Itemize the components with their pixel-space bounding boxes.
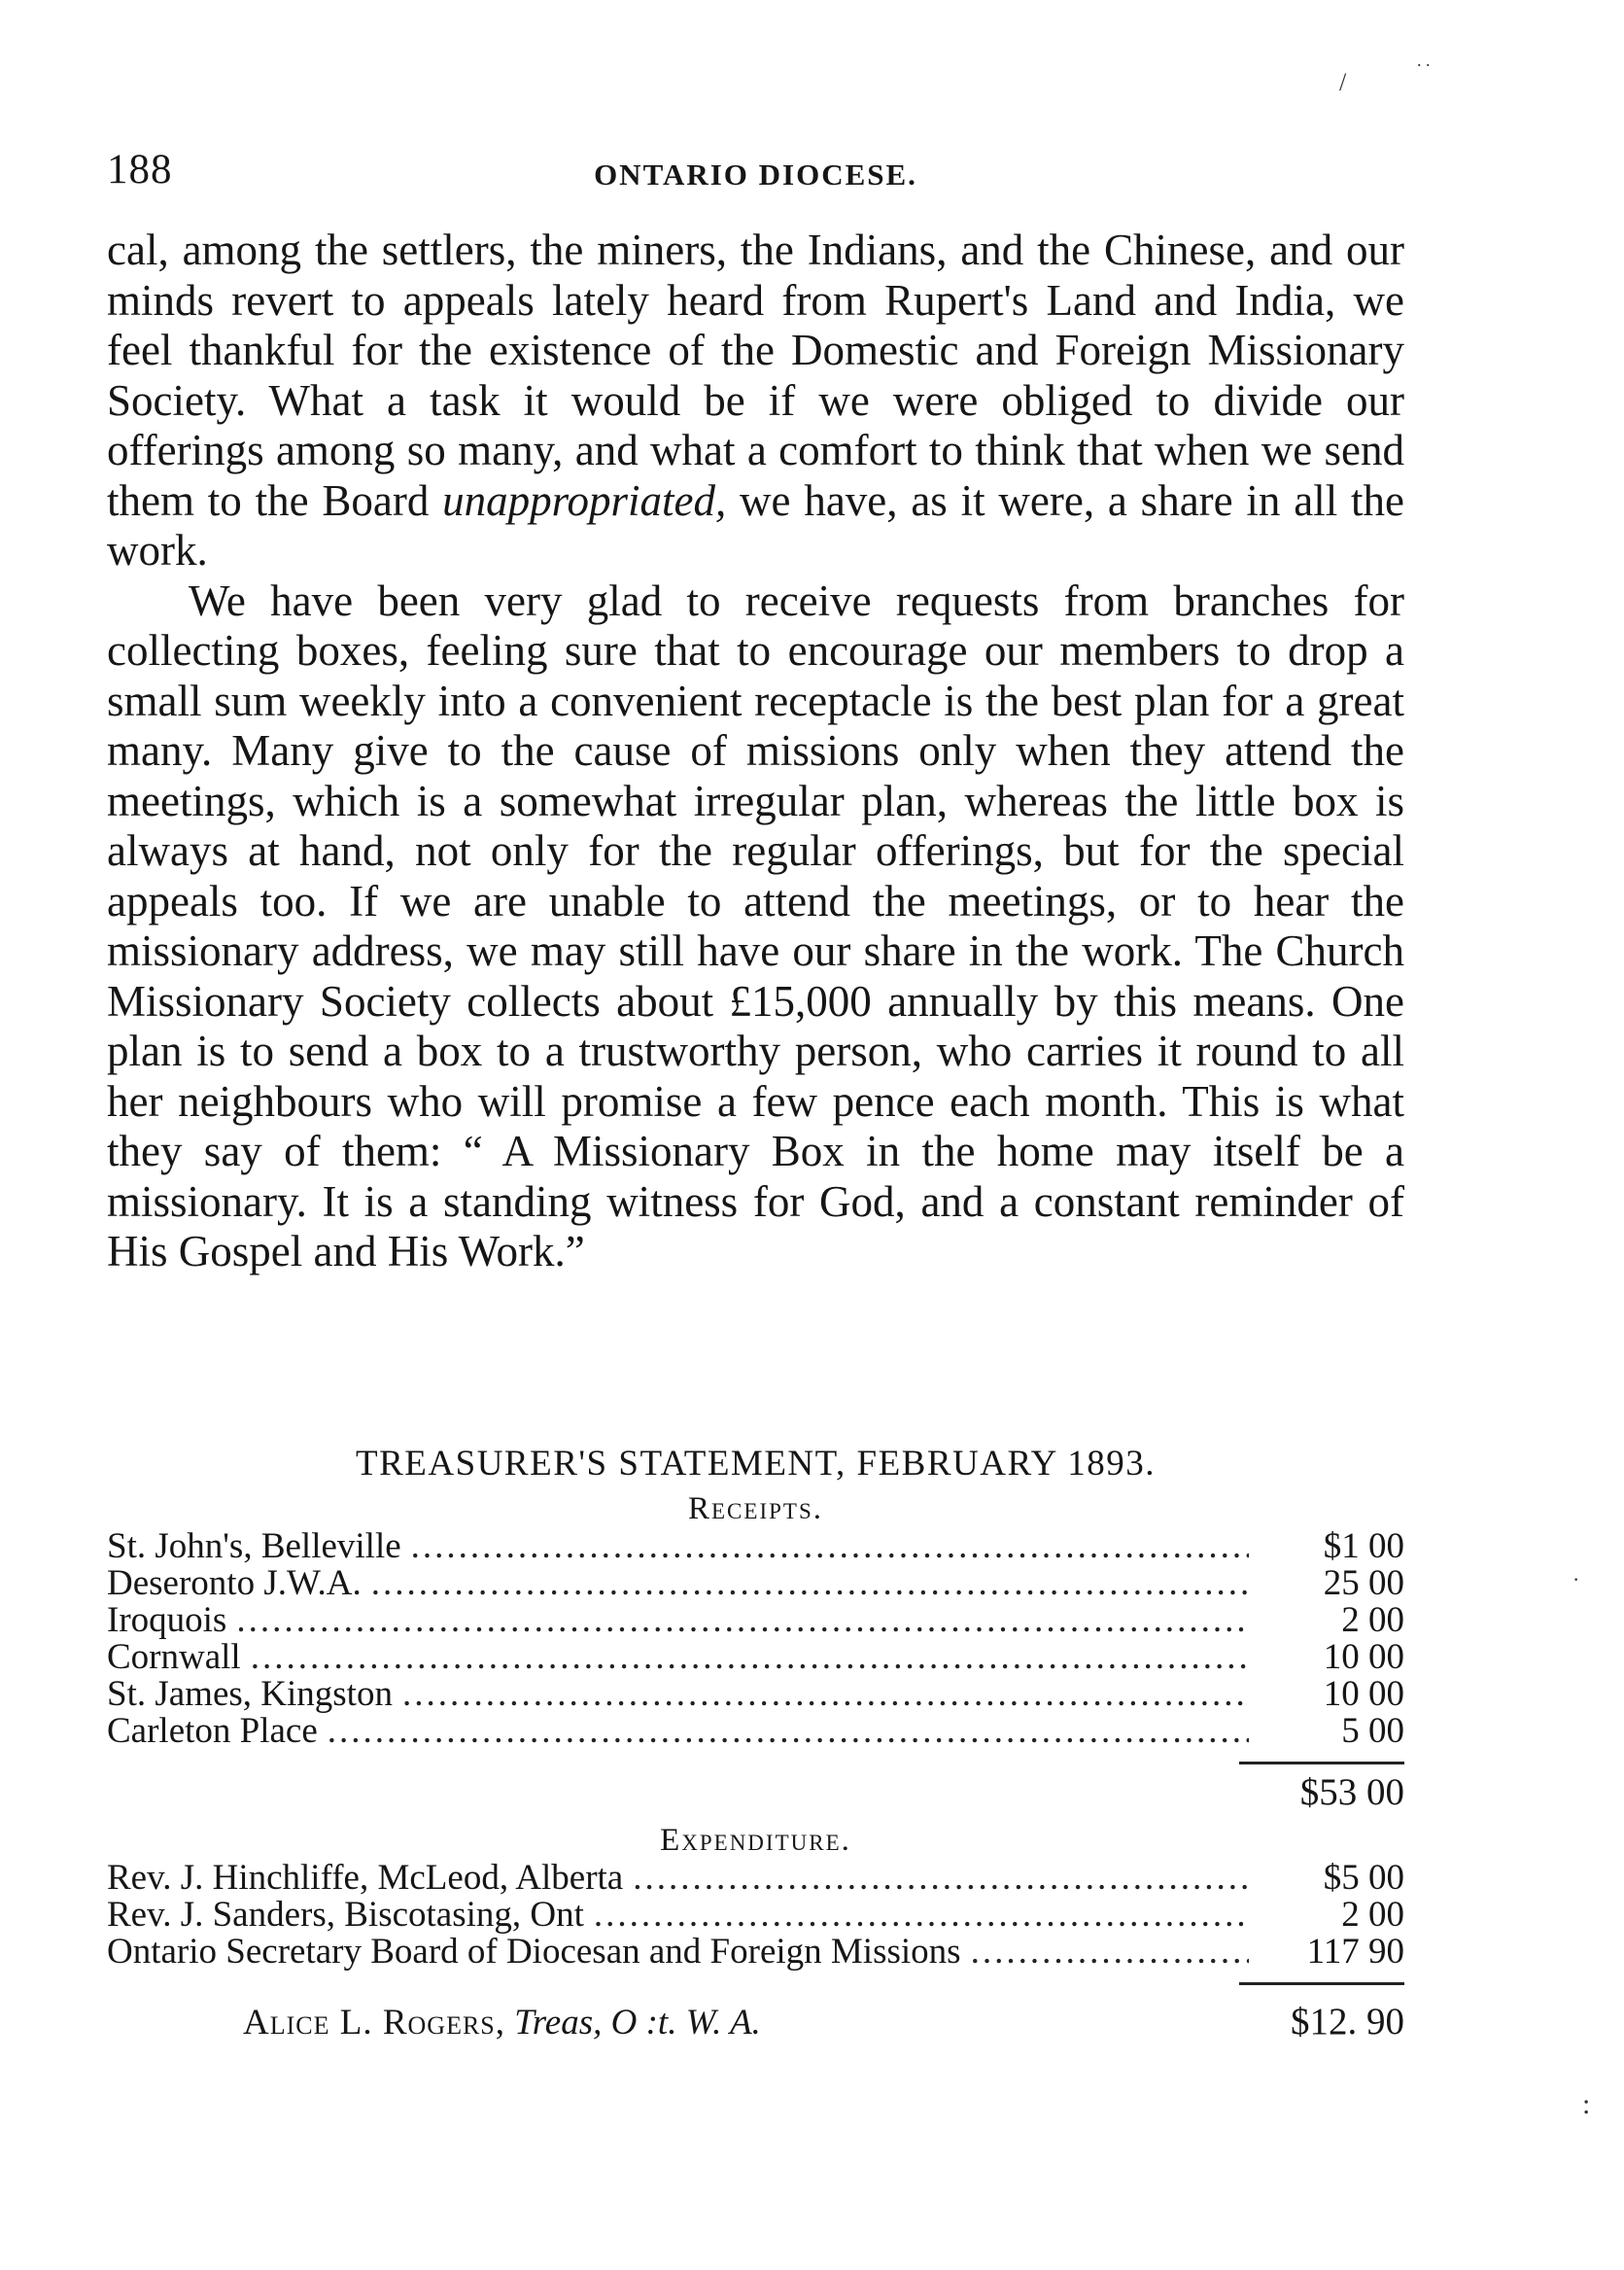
ledger-amount: 2 00 (1341, 1600, 1404, 1640)
margin-mark: · (1572, 1567, 1580, 1591)
dot-leader (371, 1565, 1249, 1602)
ledger-amount: 10 00 (1323, 1637, 1404, 1677)
dot-leader (236, 1602, 1249, 1639)
ledger-amount: $1 00 (1323, 1526, 1404, 1566)
ledger-amount: 25 00 (1323, 1563, 1404, 1603)
treasurer-signature (107, 1996, 761, 2050)
emphasis-text: unappropriated, (442, 475, 727, 525)
ledger-row (107, 1713, 1404, 1750)
ledger-amount: $5 00 (1323, 1858, 1404, 1898)
ledger-name: Ontario Secretary Board of Diocesan and Foreign Missions (107, 1932, 961, 1972)
receipts-heading: Receipts. (688, 1491, 823, 1526)
dot-leader (402, 1676, 1249, 1713)
ledger-amount: 2 00 (1341, 1895, 1404, 1935)
ledger-name: St. John's, Belleville (107, 1526, 401, 1566)
ledger-name: Deseronto J.W.A. (107, 1563, 362, 1603)
dot-leader (328, 1713, 1249, 1750)
signatory-title: Treas, O :t. W. A. (514, 2003, 761, 2043)
ledger-name: Rev. J. Hinchliffe, McLeod, Alberta (107, 1858, 624, 1898)
body-text (107, 226, 1404, 1277)
dot-leader (971, 1934, 1249, 1971)
ledger-name: Carleton Place (107, 1711, 318, 1751)
expenditure-heading: Expenditure. (660, 1823, 851, 1858)
receipts-total: $53 00 (1299, 1771, 1404, 1813)
expenditure-list (107, 1860, 1404, 1971)
expenditure-total: $12. 90 (1291, 2001, 1404, 2043)
total-rule (1239, 1982, 1404, 1985)
signature-line (107, 1995, 1404, 2049)
ledger-name: Cornwall (107, 1637, 241, 1677)
ledger-row (107, 1860, 1404, 1897)
ledger-name: Iroquois (107, 1600, 227, 1640)
margin-mark: . . (1417, 51, 1431, 70)
running-head: ONTARIO DIOCESE. (594, 157, 917, 192)
ledger-row (107, 1897, 1404, 1934)
ledger-amount: 117 90 (1306, 1932, 1404, 1972)
margin-mark: : (1582, 2088, 1591, 2120)
dot-leader (411, 1528, 1249, 1565)
page-header (107, 146, 1404, 214)
dot-leader (633, 1860, 1249, 1897)
paragraph (107, 226, 1404, 576)
ledger-row (107, 1639, 1404, 1676)
treasurers-statement (107, 1439, 1404, 2049)
ledger-row (107, 1676, 1404, 1713)
paragraph-text: we have, as it were, a share in all the work. (107, 475, 1404, 575)
ledger-row (107, 1528, 1404, 1565)
ledger-row (107, 1565, 1404, 1602)
dot-leader (251, 1639, 1249, 1676)
receipts-list (107, 1528, 1404, 1750)
ledger-row (107, 1934, 1404, 1971)
signatory-name: Alice L. Rogers, (243, 2003, 505, 2043)
statement-title: TREASURER'S STATEMENT, FEBRUARY 1893. (356, 1444, 1156, 1484)
paragraph-text: cal, among the settlers, the miners, the Indians, and the Chinese, and our minds revert to appeals lately heard from Rupert's Land and India, we feel thankful for the existence of the Domestic and Foreign Missionary Society. What a task it would be if we were obliged to divide our offerings among so many, and what a comfort to think that when we send them to the Board (107, 226, 1404, 525)
ledger-row (107, 1602, 1404, 1639)
dot-leader (594, 1897, 1249, 1934)
page-number: 188 (107, 147, 173, 192)
paragraph: We have been very glad to receive requests from branches for collecting boxes, feeling sure that to encourage our members to drop a small sum weekly into a convenient receptacle is the best plan for a great many. Many give to the cause of missions only when they attend the meetings, which is a somewhat irregular plan, whereas the little box is always at hand, not only for the regular offerings, but for the special appeals too. If we are unable to attend the meetings, or to hear the missionary address, we may still have our share in the work. The Church Missionary Society collects about £15,000 annually by this means. One plan is to send a box to a trustworthy person, who carries it round to all her neighbours who will promise a few pence each month. This is what they say of them: “ A Missionary Box in the home may itself be a missionary. It is a standing witness for God, and a constant reminder of His Gospel and His Work.” (107, 576, 1404, 1275)
ledger-name: St. James, Kingston (107, 1674, 393, 1714)
ledger-name: Rev. J. Sanders, Biscotasing, Ont (107, 1895, 584, 1935)
margin-mark: / (1339, 68, 1347, 96)
ledger-amount: 10 00 (1323, 1674, 1404, 1714)
ledger-amount: 5 00 (1341, 1711, 1404, 1751)
